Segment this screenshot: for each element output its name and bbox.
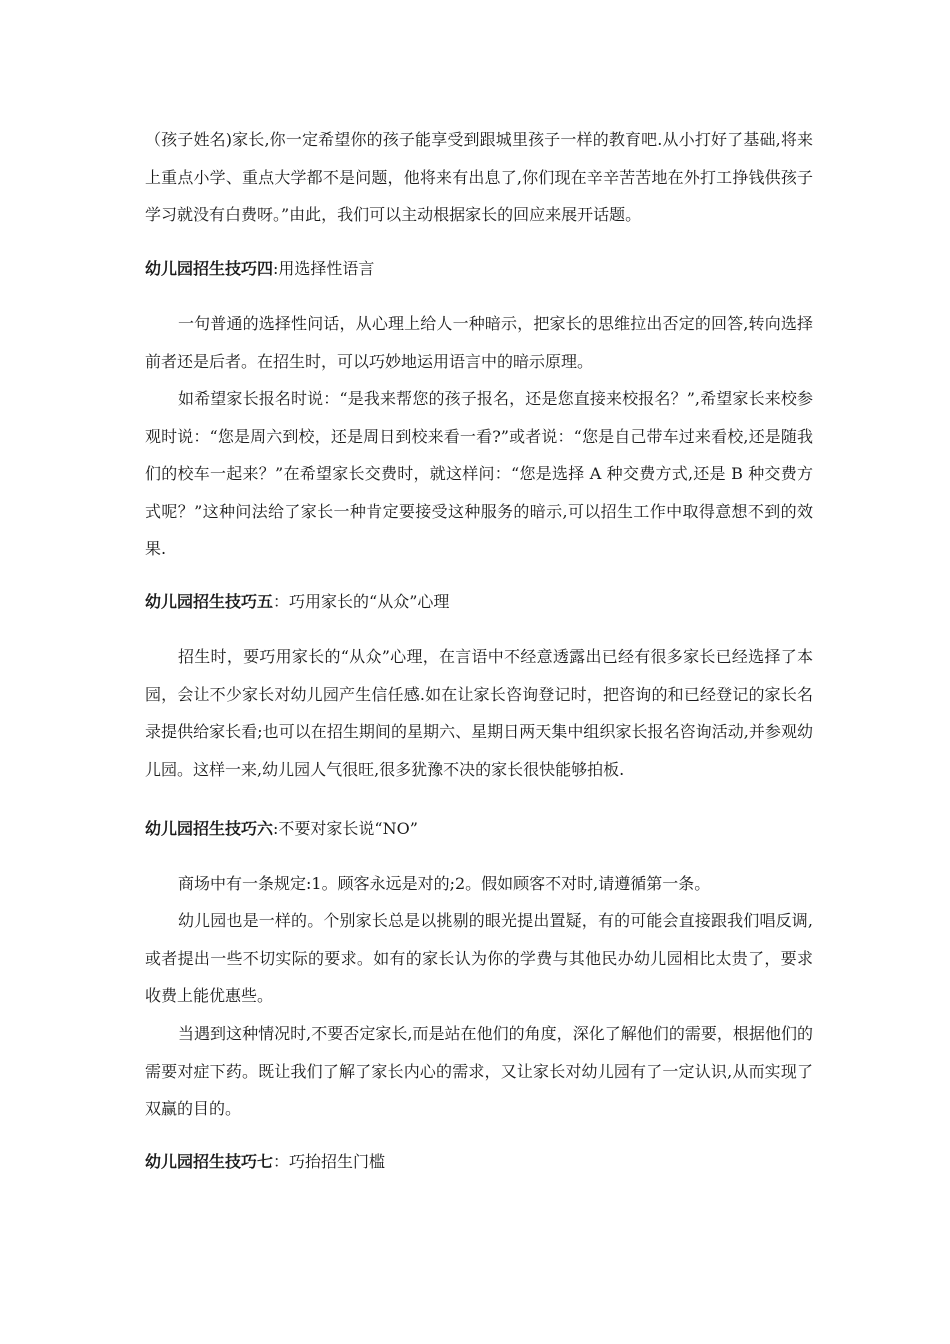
section-5-paragraph-1: 招生时，要巧用家长的“从众”心理，在言语中不经意透露出已经有很多家长已经选择了本园，会让不少家长对幼儿园产生信任感.如在让家长咨询登记时，把咨询的和已经登记的家长名录提供给家长看;也可以在招生期间的星期六、星期日两天集中组织家长报名咨询活动,并参观幼儿园。这样一来,幼儿园人气很旺,很多犹豫不决的家长很快能够拍板.: [145, 647, 813, 779]
section-4-paragraph-1: 一句普通的选择性问话，从心理上给人一种暗示，把家长的思维拉出否定的回答,转向选择前者还是后者。在招生时，可以巧妙地运用语言中的暗示原理。: [145, 314, 813, 371]
section-6-paragraph-2: 幼儿园也是一样的。个别家长总是以挑剔的眼光提出置疑，有的可能会直接跟我们唱反调,或者提出一些不切实际的要求。如有的家长认为你的学费与其他民办幼儿园相比太贵了，要求收费上能优惠些。: [145, 911, 813, 1005]
section-6-paragraph-3: 当遇到这种情况时,不要否定家长,而是站在他们的角度，深化了解他们的需要，根据他们的需要对症下药。既让我们了解了家长内心的需求，又让家长对幼儿园有了一定认识,从而实现了双赢的目的。: [145, 1024, 813, 1118]
intro-paragraph: （孩子姓名)家长,你一定希望你的孩子能享受到跟城里孩子一样的教育吧.从小打好了基础,将来上重点小学、重点大学都不是问题，他将来有出息了,你们现在辛辛苦苦地在外打工挣钱供孩子学习就没有白费呀。”由此，我们可以主动根据家长的回应来展开话题。: [145, 130, 813, 224]
section-heading-5-subtitle: ：巧用家长的“从众”心理: [273, 592, 450, 611]
section-4-paragraph-2: 如希望家长报名时说：“是我来帮您的孩子报名，还是您直接来校报名？”,希望家长来校参观时说：“您是周六到校，还是周日到校来看一看?”或者说：“您是自己带车过来看校,还是随我们的校车一起来？”在希望家长交费时，就这样问：“您是选择 A 种交费方式,还是 B 种交费方式呢？”这种问法给了家长一种肯定要接受这种服务的暗示,可以招生工作中取得意想不到的效果.: [145, 389, 813, 558]
section-heading-7: [145, 1143, 813, 1180]
section-heading-6: [145, 810, 813, 847]
section-heading-7-title: 幼儿园招生技巧七: [145, 1152, 274, 1171]
section-heading-6-subtitle: :不要对家长说“NO”: [273, 819, 418, 838]
section-heading-7-subtitle: ：巧抬招生门槛: [273, 1152, 386, 1171]
section-heading-6-title: 幼儿园招生技巧六: [145, 819, 274, 838]
section-heading-5: [145, 583, 813, 620]
section-heading-4: [145, 250, 813, 287]
section-6-paragraph-1: 商场中有一条规定:1。顾客永远是对的;2。假如顾客不对时,请遵循第一条。: [178, 874, 711, 893]
section-heading-5-title: 幼儿园招生技巧五: [145, 592, 274, 611]
section-heading-4-subtitle: :用选择性语言: [273, 259, 375, 278]
section-heading-4-title: 幼儿园招生技巧四: [145, 259, 274, 278]
